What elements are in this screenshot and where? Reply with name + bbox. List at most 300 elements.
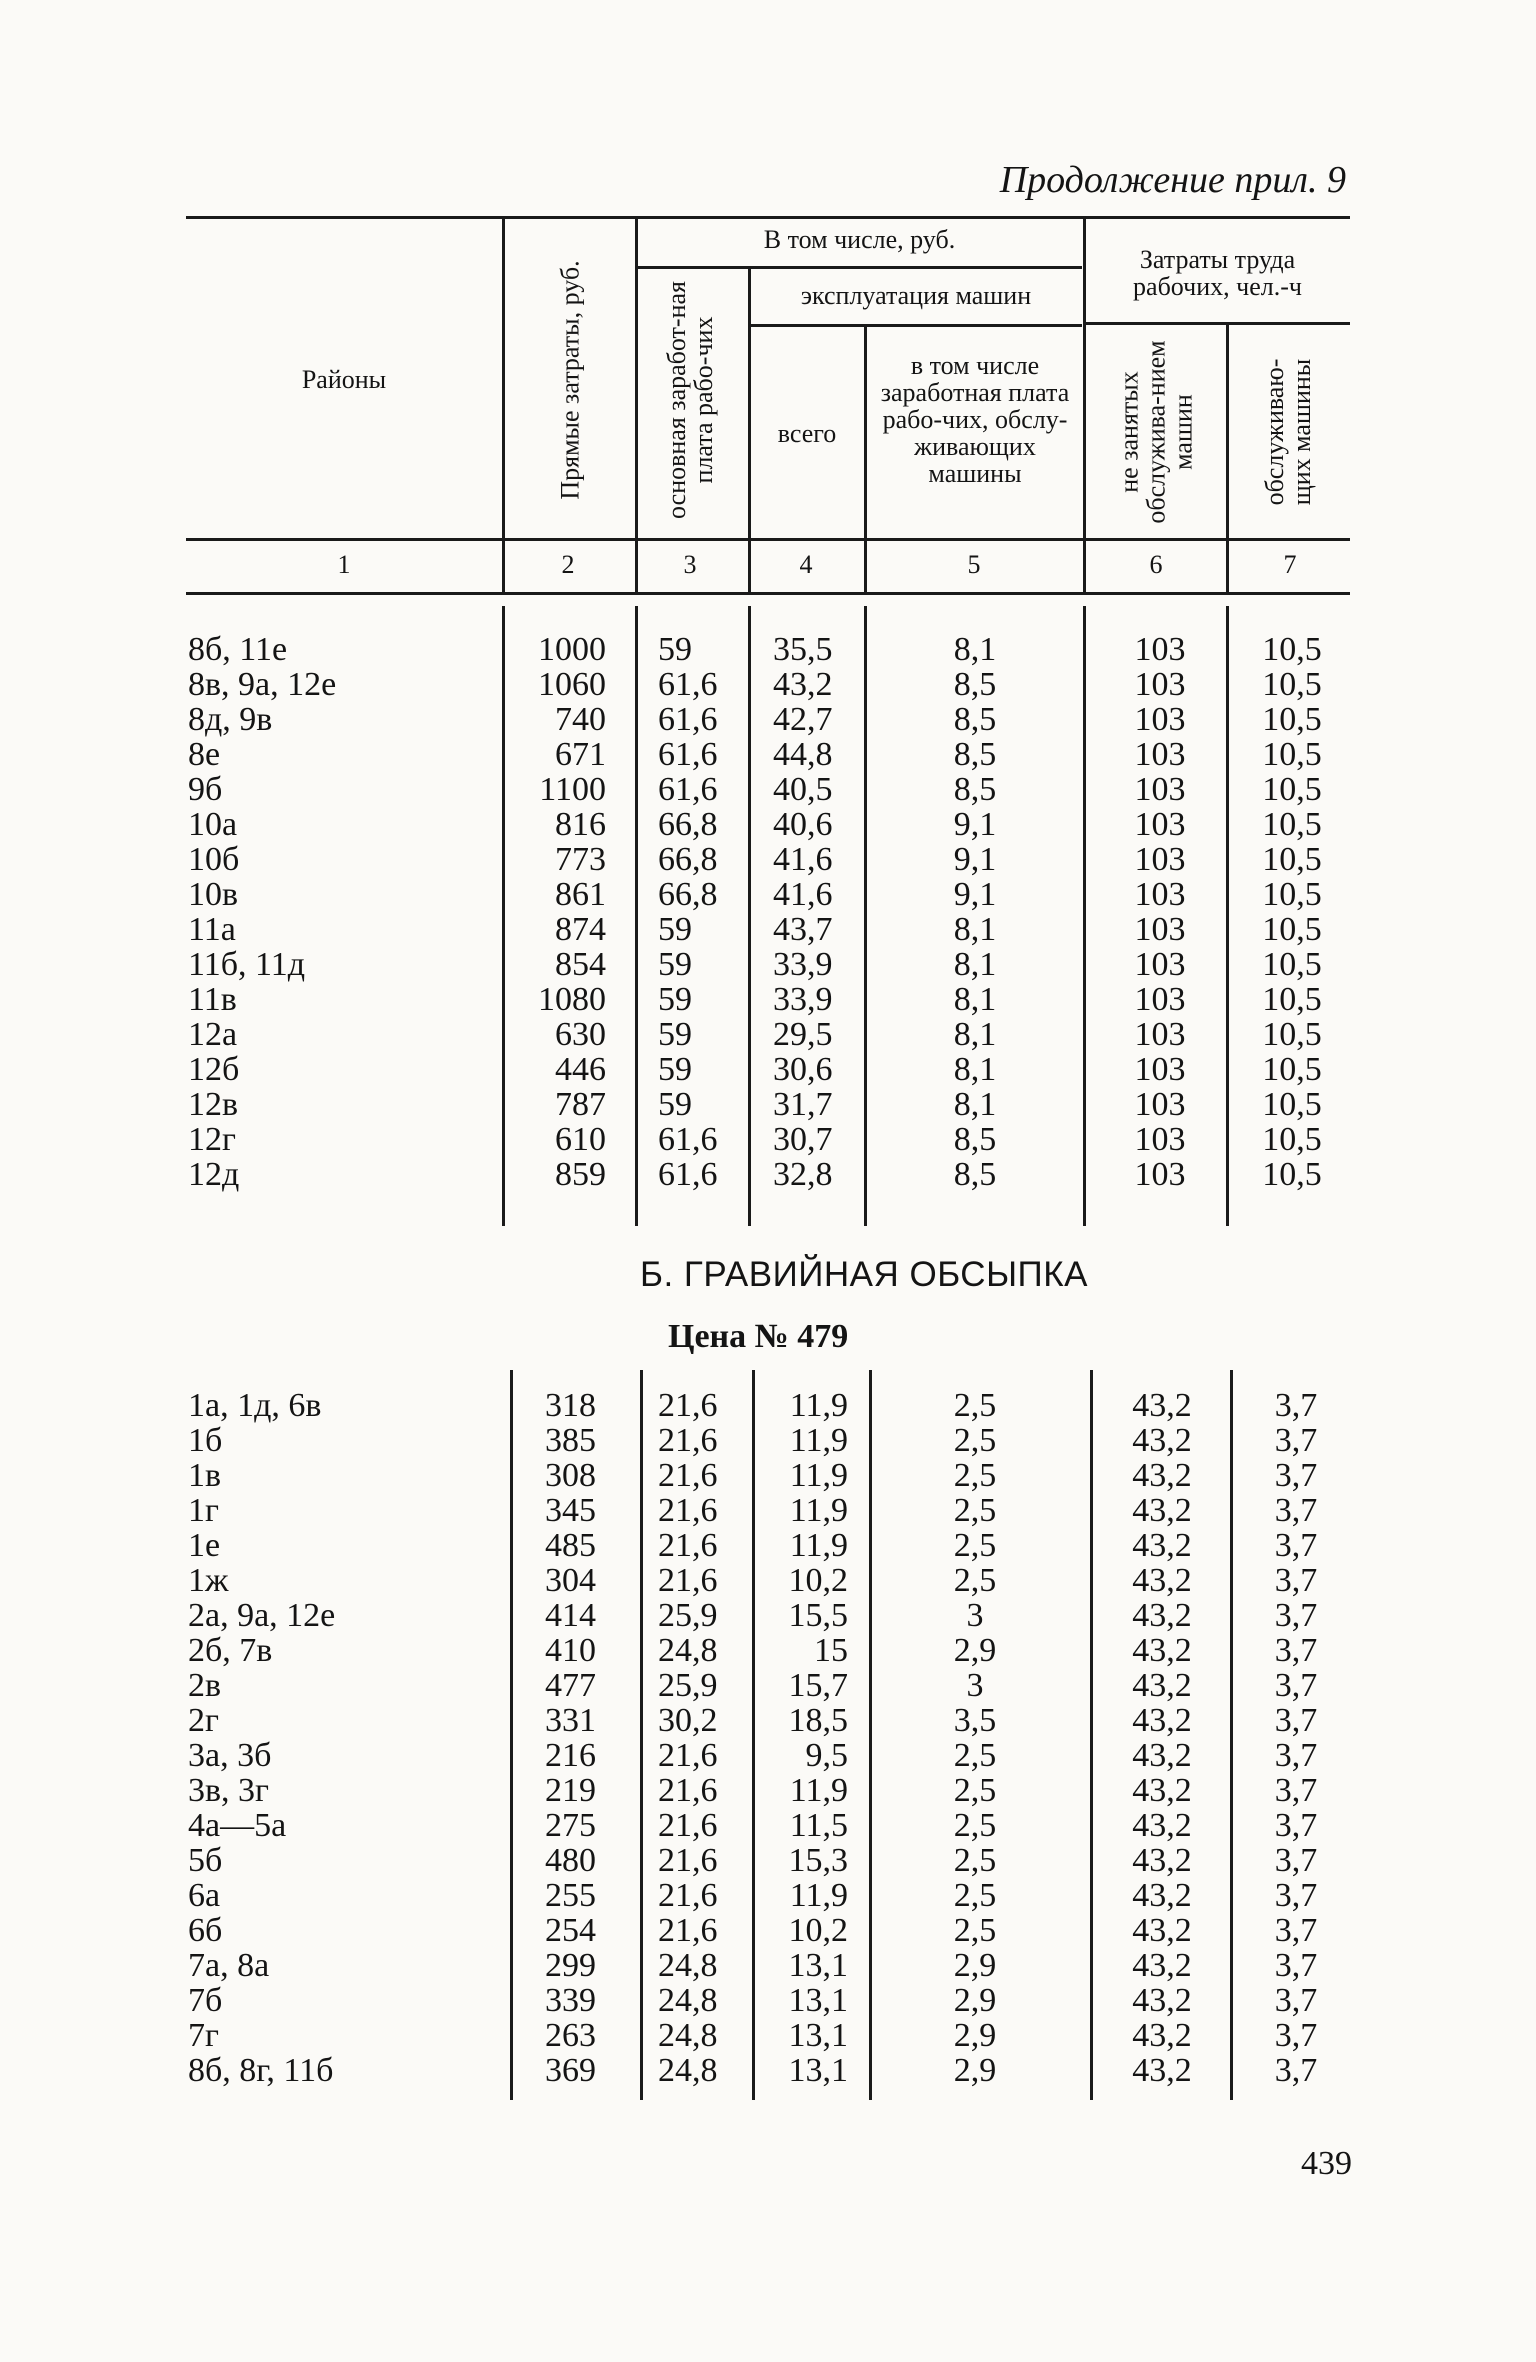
table-cell: 2,5 <box>953 1877 997 1914</box>
col-number: 3 <box>683 550 697 579</box>
direct-costs-column <box>512 1388 596 2088</box>
table-cell: 103 <box>1134 631 1186 668</box>
table-cell: 61,6 <box>658 701 718 738</box>
table-cell: 9,1 <box>953 806 997 843</box>
table-cell: 2б, 7в <box>188 1632 273 1669</box>
table-cell: 10,5 <box>1262 1156 1322 1193</box>
table-cell: 24,8 <box>658 1947 718 1984</box>
table-cell: 6а <box>188 1877 221 1914</box>
table-cell: 66,8 <box>658 876 718 913</box>
body-divider <box>640 1370 643 2100</box>
servicing-column <box>1242 632 1342 1192</box>
table-cell: 41,6 <box>773 841 833 878</box>
table-cell: 3,7 <box>1274 1457 1318 1494</box>
header-divider <box>635 218 638 592</box>
table-cell: 11,9 <box>789 1527 848 1564</box>
table-cell: 8,1 <box>953 1086 997 1123</box>
table-cell: 263 <box>545 2017 596 2054</box>
table-cell: 21,6 <box>658 1807 718 1844</box>
including-header: В том числе, руб. <box>763 225 956 254</box>
table-cell: 29,5 <box>773 1016 833 1053</box>
table-cell: 3,7 <box>1274 2017 1318 2054</box>
table-cell: 11,9 <box>789 1492 848 1529</box>
body-divider <box>1083 606 1086 1226</box>
table-cell: 103 <box>1134 806 1186 843</box>
table-cell: 3,7 <box>1274 1667 1318 1704</box>
table-cell: 11,9 <box>789 1877 848 1914</box>
table-cell: 24,8 <box>658 1632 718 1669</box>
table-cell: 10,5 <box>1262 666 1322 703</box>
table-cell: 8б, 8г, 11б <box>188 2052 334 2089</box>
table-cell: 10,5 <box>1262 631 1322 668</box>
table-cell: 1в <box>188 1457 222 1494</box>
table-cell: 8,5 <box>953 771 997 808</box>
table-cell: 8,1 <box>953 911 997 948</box>
table-cell: 43,2 <box>1132 1492 1192 1529</box>
table-cell: 10а <box>188 806 238 843</box>
table-cell: 33,9 <box>773 981 833 1018</box>
table-cell: 414 <box>545 1597 596 1634</box>
table-cell: 103 <box>1134 876 1186 913</box>
table-cell: 1080 <box>538 981 606 1018</box>
table-cell: 43,2 <box>1132 1457 1192 1494</box>
table-cell: 9б <box>188 771 223 808</box>
table-cell: 11,9 <box>789 1387 848 1424</box>
table-cell: 103 <box>1134 666 1186 703</box>
table-cell: 103 <box>1134 701 1186 738</box>
col-number: 1 <box>337 550 351 579</box>
table-cell: 24,8 <box>658 2017 718 2054</box>
table-cell: 21,6 <box>658 1387 718 1424</box>
table-cell: 43,2 <box>1132 1737 1192 1774</box>
table-cell: 3,7 <box>1274 1877 1318 1914</box>
table-cell: 59 <box>658 1086 692 1123</box>
body-divider <box>748 606 751 1226</box>
table-cell: 3,7 <box>1274 1982 1318 2019</box>
table-cell: 3,7 <box>1274 2052 1318 2089</box>
table-cell: 15,7 <box>788 1667 848 1704</box>
table-cell: 2,9 <box>953 1947 997 1984</box>
table-cell: 787 <box>555 1086 606 1123</box>
table-cell: 8е <box>188 736 221 773</box>
table-cell: 59 <box>658 1051 692 1088</box>
table-cell: 446 <box>555 1051 606 1088</box>
table-cell: 10,2 <box>788 1912 848 1949</box>
table-cell: 5б <box>188 1842 223 1879</box>
table-cell: 671 <box>555 736 606 773</box>
not-servicing-header: не занятых обслужива-нием машин <box>1114 340 1198 524</box>
table-cell: 874 <box>555 911 606 948</box>
table-cell: 3,7 <box>1274 1702 1318 1739</box>
table-cell: 24,8 <box>658 2052 718 2089</box>
table-cell: 8в, 9а, 12е <box>188 666 337 703</box>
table-cell: 59 <box>658 631 692 668</box>
machine-wages-column <box>920 632 1030 1192</box>
table-cell: 31,7 <box>773 1086 833 1123</box>
table-cell: 3,7 <box>1274 1842 1318 1879</box>
table-cell: 3в, 3г <box>188 1772 269 1809</box>
table-cell: 10,5 <box>1262 876 1322 913</box>
table-cell: 477 <box>545 1667 596 1704</box>
body-divider <box>1230 1370 1233 2100</box>
table-cell: 345 <box>545 1492 596 1529</box>
table-cell: 30,2 <box>658 1702 718 1739</box>
table-cell: 43,2 <box>1132 1982 1192 2019</box>
table-cell: 8б, 11е <box>188 631 288 668</box>
table-cell: 21,6 <box>658 1457 718 1494</box>
table-cell: 43,2 <box>1132 1877 1192 1914</box>
table-cell: 10,2 <box>788 1562 848 1599</box>
section-b-title: Б. ГРАВИЙНАЯ ОБСЫПКА <box>640 1255 1088 1294</box>
table-cell: 1000 <box>538 631 606 668</box>
table-cell: 61,6 <box>658 1156 718 1193</box>
table-cell: 385 <box>545 1422 596 1459</box>
table-cell: 854 <box>555 946 606 983</box>
table-cell: 9,1 <box>953 876 997 913</box>
total-header: всего <box>777 419 837 448</box>
table-cell: 2,5 <box>953 1807 997 1844</box>
base-wages-column <box>658 1388 738 2088</box>
table-cell: 485 <box>545 1527 596 1564</box>
table-cell: 2,5 <box>953 1492 997 1529</box>
table-cell: 275 <box>545 1807 596 1844</box>
base-wages-header: основная заработ-ная плата рабо-чих <box>662 281 718 519</box>
table-cell: 369 <box>545 2052 596 2089</box>
table-cell: 10,5 <box>1262 771 1322 808</box>
table-cell: 2,5 <box>953 1527 997 1564</box>
table-cell: 21,6 <box>658 1737 718 1774</box>
continuation-note: Продолжение прил. 9 <box>999 159 1346 201</box>
table-cell: 21,6 <box>658 1492 718 1529</box>
table-cell: 8,5 <box>953 736 997 773</box>
table-cell: 43,7 <box>773 911 833 948</box>
table-cell: 3,7 <box>1274 1912 1318 1949</box>
body-divider <box>869 1370 872 2100</box>
table-cell: 43,2 <box>1132 1387 1192 1424</box>
table-cell: 103 <box>1134 771 1186 808</box>
table-cell: 103 <box>1134 841 1186 878</box>
table-cell: 8,1 <box>953 946 997 983</box>
table-cell: 1060 <box>538 666 606 703</box>
body-divider <box>635 606 638 1226</box>
regions-header: Районы <box>301 365 387 394</box>
direct-costs-column <box>512 632 606 1192</box>
table-cell: 103 <box>1134 736 1186 773</box>
table-cell: 32,8 <box>773 1156 833 1193</box>
table-cell: 13,1 <box>788 2052 848 2089</box>
page-number: 439 <box>1301 2145 1352 2182</box>
not-servicing-column <box>1112 1388 1212 2088</box>
table-cell: 12г <box>188 1121 236 1158</box>
table-cell: 10в <box>188 876 239 913</box>
table-cell: 254 <box>545 1912 596 1949</box>
table-cell: 43,2 <box>1132 1912 1192 1949</box>
table-cell: 219 <box>545 1772 596 1809</box>
body-divider <box>864 606 867 1226</box>
header-top-rule <box>186 216 1350 219</box>
col-number: 2 <box>561 550 575 579</box>
table-cell: 103 <box>1134 911 1186 948</box>
table-cell: 8,5 <box>953 1121 997 1158</box>
body-divider <box>502 606 505 1226</box>
table-cell: 21,6 <box>658 1527 718 1564</box>
table-cell: 12б <box>188 1051 240 1088</box>
table-cell: 3,7 <box>1274 1422 1318 1459</box>
table-cell: 43,2 <box>1132 1842 1192 1879</box>
table-cell: 43,2 <box>1132 2052 1192 2089</box>
col-number: 6 <box>1149 550 1163 579</box>
price-number: Цена № 479 <box>668 1318 849 1355</box>
table-cell: 8,1 <box>953 1051 997 1088</box>
table-cell: 21,6 <box>658 1877 718 1914</box>
table-cell: 10,5 <box>1262 981 1322 1018</box>
table-cell: 2,5 <box>953 1562 997 1599</box>
table-cell: 103 <box>1134 981 1186 1018</box>
table-cell: 2,5 <box>953 1457 997 1494</box>
table-cell: 43,2 <box>1132 1772 1192 1809</box>
table-cell: 103 <box>1134 1156 1186 1193</box>
table-cell: 103 <box>1134 1086 1186 1123</box>
table-cell: 12а <box>188 1016 238 1053</box>
table-cell: 25,9 <box>658 1667 718 1704</box>
table-cell: 2,9 <box>953 1982 997 2019</box>
col-number: 5 <box>967 550 981 579</box>
table-cell: 59 <box>658 946 692 983</box>
table-cell: 10,5 <box>1262 1121 1322 1158</box>
table-cell: 66,8 <box>658 806 718 843</box>
table-cell: 4а—5а <box>188 1807 287 1844</box>
table-cell: 66,8 <box>658 841 718 878</box>
table-cell: 13,1 <box>788 2017 848 2054</box>
table-cell: 339 <box>545 1982 596 2019</box>
table-cell: 11,9 <box>789 1422 848 1459</box>
table-cell: 8,1 <box>953 1016 997 1053</box>
table-cell: 3,7 <box>1274 1807 1318 1844</box>
table-cell: 30,7 <box>773 1121 833 1158</box>
table-cell: 61,6 <box>658 666 718 703</box>
table-cell: 9,5 <box>805 1737 848 1774</box>
table-cell: 21,6 <box>658 1772 718 1809</box>
table-cell: 2,5 <box>953 1772 997 1809</box>
table-cell: 43,2 <box>1132 1947 1192 1984</box>
table-cell: 13,1 <box>788 1947 848 1984</box>
table-cell: 21,6 <box>658 1912 718 1949</box>
table-cell: 10,5 <box>1262 1086 1322 1123</box>
table-cell: 3,7 <box>1274 1492 1318 1529</box>
table-cell: 480 <box>545 1842 596 1879</box>
table-cell: 43,2 <box>1132 1597 1192 1634</box>
body-divider <box>1226 606 1229 1226</box>
table-cell: 8,1 <box>953 631 997 668</box>
table-cell: 42,7 <box>773 701 833 738</box>
including-sub-rule <box>637 266 1082 269</box>
table-cell: 61,6 <box>658 771 718 808</box>
table-cell: 2,9 <box>953 2052 997 2089</box>
table-cell: 308 <box>545 1457 596 1494</box>
region-column <box>188 1388 488 2088</box>
table-cell: 8,1 <box>953 981 997 1018</box>
table-cell: 10,5 <box>1262 841 1322 878</box>
table-cell: 10,5 <box>1262 1051 1322 1088</box>
table-cell: 2в <box>188 1667 222 1704</box>
table-cell: 3,7 <box>1274 1632 1318 1669</box>
table-cell: 40,5 <box>773 771 833 808</box>
header-divider <box>502 218 505 592</box>
table-cell: 7б <box>188 1982 223 2019</box>
table-cell: 11в <box>188 981 237 1018</box>
table-cell: 299 <box>545 1947 596 1984</box>
table-cell: 3,7 <box>1274 1562 1318 1599</box>
machine-total-column <box>768 1388 848 2088</box>
table-cell: 15,5 <box>788 1597 848 1634</box>
table-cell: 30,6 <box>773 1051 833 1088</box>
table-cell: 1г <box>188 1492 219 1529</box>
table-cell: 21,6 <box>658 1422 718 1459</box>
table-cell: 216 <box>545 1737 596 1774</box>
table-cell: 18,5 <box>788 1702 848 1739</box>
table-cell: 43,2 <box>1132 1422 1192 1459</box>
region-column <box>188 632 488 1192</box>
table-cell: 1ж <box>188 1562 229 1599</box>
table-cell: 61,6 <box>658 736 718 773</box>
table-cell: 11б, 11д <box>188 946 306 983</box>
table-cell: 3,7 <box>1274 1387 1318 1424</box>
table-cell: 331 <box>545 1702 596 1739</box>
table-cell: 43,2 <box>773 666 833 703</box>
table-cell: 3,5 <box>953 1702 997 1739</box>
table-cell: 59 <box>658 981 692 1018</box>
table-cell: 59 <box>658 911 692 948</box>
table-cell: 10,5 <box>1262 1016 1322 1053</box>
table-cell: 103 <box>1134 1016 1186 1053</box>
table-cell: 61,6 <box>658 1121 718 1158</box>
table-cell: 15 <box>814 1632 848 1669</box>
table-cell: 8,5 <box>953 1156 997 1193</box>
table-cell: 8,5 <box>953 701 997 738</box>
table-cell: 43,2 <box>1132 1527 1192 1564</box>
table-cell: 410 <box>545 1632 596 1669</box>
col-number: 4 <box>799 550 813 579</box>
table-cell: 2,9 <box>953 1632 997 1669</box>
header-divider <box>1226 324 1229 592</box>
table-cell: 3,7 <box>1274 1527 1318 1564</box>
table-cell: 43,2 <box>1132 1807 1192 1844</box>
table-cell: 103 <box>1134 1051 1186 1088</box>
table-cell: 9,1 <box>953 841 997 878</box>
header-bottom-rule <box>186 538 1350 541</box>
table-cell: 43,2 <box>1132 1632 1192 1669</box>
table-cell: 816 <box>555 806 606 843</box>
table-cell: 41,6 <box>773 876 833 913</box>
body-divider <box>1090 1370 1093 2100</box>
table-cell: 7а, 8а <box>188 1947 270 1984</box>
table-cell: 10,5 <box>1262 701 1322 738</box>
labor-costs-header: Затраты труда рабочих, чел.-ч <box>1133 245 1302 301</box>
table-cell: 773 <box>555 841 606 878</box>
table-cell: 35,5 <box>773 631 833 668</box>
table-cell: 3,7 <box>1274 1947 1318 1984</box>
table-cell: 10,5 <box>1262 806 1322 843</box>
table-cell: 59 <box>658 1016 692 1053</box>
table-cell: 12в <box>188 1086 239 1123</box>
table-cell: 2,5 <box>953 1737 997 1774</box>
table-cell: 2,5 <box>953 1842 997 1879</box>
machine-operation-header: эксплуатация машин <box>800 281 1032 310</box>
table-cell: 3 <box>966 1667 984 1704</box>
table-cell: 2,5 <box>953 1912 997 1949</box>
machine-total-column <box>773 632 853 1192</box>
table-cell: 10,5 <box>1262 736 1322 773</box>
table-cell: 11а <box>188 911 236 948</box>
table-cell: 11,5 <box>789 1807 848 1844</box>
table-cell: 630 <box>555 1016 606 1053</box>
direct-costs-header: Прямые затраты, руб. <box>555 260 585 500</box>
table-cell: 2а, 9а, 12е <box>188 1597 336 1634</box>
table-cell: 861 <box>555 876 606 913</box>
table-cell: 44,8 <box>773 736 833 773</box>
table-cell: 15,3 <box>788 1842 848 1879</box>
table-cell: 1е <box>188 1527 221 1564</box>
table-cell: 103 <box>1134 946 1186 983</box>
table-cell: 12д <box>188 1156 240 1193</box>
labor-sub-rule <box>1085 322 1350 325</box>
table-cell: 24,8 <box>658 1982 718 2019</box>
table-cell: 103 <box>1134 1121 1186 1158</box>
table-cell: 10,5 <box>1262 911 1322 948</box>
servicing-header: обслуживаю-щих машины <box>1260 358 1316 506</box>
table-cell: 3,7 <box>1274 1772 1318 1809</box>
table-cell: 1а, 1д, 6в <box>188 1387 322 1424</box>
table-cell: 43,2 <box>1132 2017 1192 2054</box>
table-cell: 3 <box>966 1597 984 1634</box>
table-cell: 859 <box>555 1156 606 1193</box>
table-cell: 740 <box>555 701 606 738</box>
body-divider <box>752 1370 755 2100</box>
incl-wages-header: в том числе заработная плата рабо-чих, обслу-живающих машины <box>880 351 1070 488</box>
table-cell: 1100 <box>539 771 606 808</box>
header-divider <box>864 326 867 592</box>
table-cell: 43,2 <box>1132 1667 1192 1704</box>
base-wages-column <box>658 632 738 1192</box>
table-cell: 21,6 <box>658 1562 718 1599</box>
table-cell: 255 <box>545 1877 596 1914</box>
table-cell: 7г <box>188 2017 219 2054</box>
table-cell: 21,6 <box>658 1842 718 1879</box>
table-cell: 13,1 <box>788 1982 848 2019</box>
colnum-bottom-rule <box>186 592 1350 595</box>
table-cell: 304 <box>545 1562 596 1599</box>
table-cell: 8д, 9в <box>188 701 273 738</box>
table-cell: 318 <box>545 1387 596 1424</box>
table-cell: 2,5 <box>953 1422 997 1459</box>
table-cell: 25,9 <box>658 1597 718 1634</box>
machine-wages-column <box>920 1388 1030 2088</box>
table-cell: 43,2 <box>1132 1702 1192 1739</box>
table-cell: 2г <box>188 1702 219 1739</box>
table-cell: 6б <box>188 1912 223 1949</box>
table-cell: 3а, 3б <box>188 1737 272 1774</box>
table-cell: 10,5 <box>1262 946 1322 983</box>
servicing-column <box>1246 1388 1346 2088</box>
machine-sub-rule <box>750 324 1082 327</box>
table-cell: 2,5 <box>953 1387 997 1424</box>
table-cell: 11,9 <box>789 1772 848 1809</box>
table-cell: 40,6 <box>773 806 833 843</box>
table-cell: 8,5 <box>953 666 997 703</box>
table-cell: 43,2 <box>1132 1562 1192 1599</box>
table-cell: 2,9 <box>953 2017 997 2054</box>
header-divider <box>1083 218 1086 592</box>
